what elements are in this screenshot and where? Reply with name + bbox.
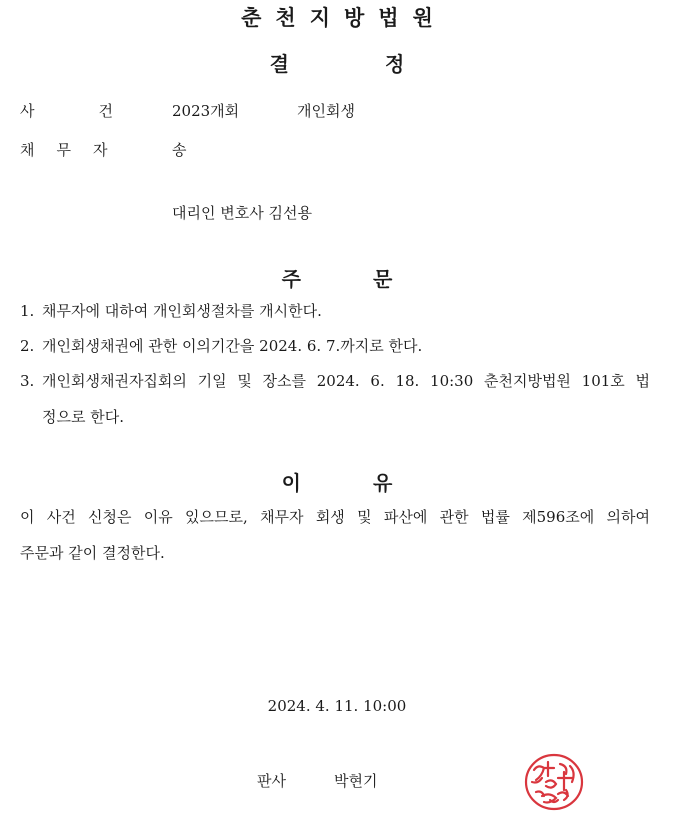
debtor-label-char: 자	[93, 141, 108, 159]
reason-heading	[0, 467, 674, 496]
decision-date: 2024. 4. 11. 10:00	[267, 697, 407, 715]
debtor-name: 송	[172, 141, 187, 159]
order-item-1	[20, 293, 650, 329]
case-number: 2023개회	[172, 102, 240, 120]
debtor-label-char: 채	[20, 141, 35, 159]
agent: 대리인 변호사 김선용	[172, 204, 312, 222]
order-text-continued: 정으로 한다.	[42, 408, 124, 426]
order-item-2	[20, 328, 650, 364]
order-number: 3.	[20, 372, 35, 390]
judge-title: 판사	[257, 772, 286, 790]
order-number: 2.	[20, 337, 35, 355]
case-label-char: 건	[98, 102, 113, 120]
court-char: 지	[309, 6, 330, 30]
judge-seal	[520, 752, 588, 812]
seal-icon	[520, 752, 588, 812]
reason-heading-char: 유	[373, 471, 393, 495]
order-heading	[0, 263, 674, 292]
reason-line: 주문과 같이 결정한다.	[20, 544, 165, 562]
document-type	[0, 48, 674, 77]
doc-type-char: 결	[269, 52, 289, 76]
order-heading-char: 문	[373, 267, 393, 291]
court-name	[0, 2, 674, 32]
case-label	[20, 100, 113, 121]
doc-type-char: 정	[385, 52, 405, 76]
judge-name: 박현기	[334, 772, 378, 790]
court-char: 법	[378, 6, 399, 30]
order-heading-char: 주	[281, 267, 301, 291]
order-text: 채무자에 대하여 개인회생절차를 개시한다.	[42, 302, 322, 320]
court-char: 원	[412, 6, 433, 30]
reason-line: 이 사건 신청은 이유 있으므로, 채무자 회생 및 파산에 관한 법률 제596조에 의하여	[20, 508, 650, 526]
reason-text	[20, 499, 650, 571]
court-char: 천	[275, 6, 296, 30]
case-type: 개인회생	[297, 102, 355, 120]
order-number: 1.	[20, 302, 35, 320]
reason-heading-char: 이	[281, 471, 301, 495]
order-item-3	[20, 363, 650, 435]
debtor-label-char: 무	[56, 141, 71, 159]
case-label-char: 사	[20, 102, 35, 120]
order-text: 개인회생채권자집회의 기일 및 장소를 2024. 6. 18. 10:30 춘천지방법원 101호 법	[42, 372, 650, 390]
order-text: 개인회생채권에 관한 이의기간을 2024. 6. 7.까지로 한다.	[42, 337, 423, 355]
court-char: 춘	[241, 6, 262, 30]
court-char: 방	[344, 6, 365, 30]
debtor-label	[20, 139, 108, 160]
